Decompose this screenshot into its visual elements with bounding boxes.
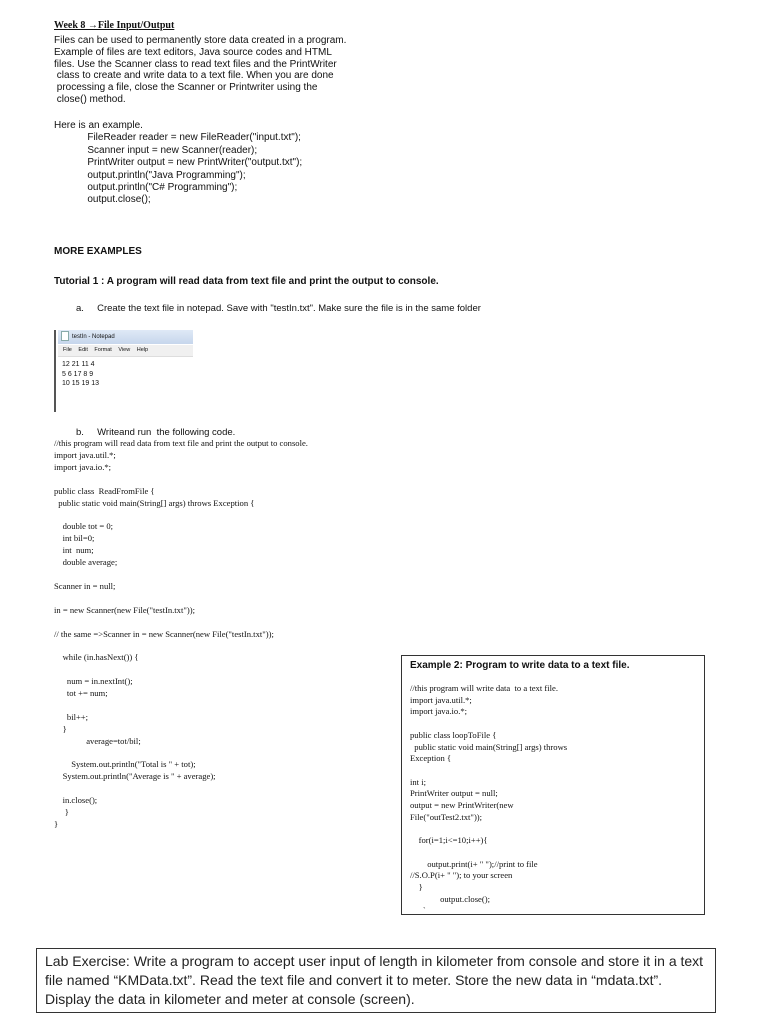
example-line: output.close();	[54, 194, 151, 206]
notepad-menu-view: View	[118, 347, 131, 353]
code-line: }	[54, 723, 67, 734]
code-line	[54, 509, 308, 521]
code-line: in.close();	[54, 795, 98, 806]
example-line: PrintWriter output = new PrintWriter("output.txt");	[54, 157, 303, 169]
notepad-titlebar	[58, 330, 193, 344]
notepad-icon	[61, 331, 69, 341]
code-line: tot += num;	[54, 688, 108, 699]
code-line: System.out.println("Total is " + tot);	[54, 759, 196, 770]
code-line	[54, 474, 308, 486]
notepad-screenshot	[54, 330, 193, 412]
code-line: import java.util.*;	[410, 694, 472, 705]
code-line: int i;	[410, 776, 426, 787]
code-line	[54, 593, 308, 605]
example-line: output.println("Java Programming");	[54, 169, 246, 181]
tutorial-title: Tutorial 1 : A program will read data from text file and print the output to console.	[54, 276, 439, 287]
intro-line: close() method.	[54, 93, 126, 105]
code-line: //S.O.P(i+ " "); to your screen	[410, 870, 513, 881]
code-line: output.close();	[410, 893, 490, 904]
code-line: import java.util.*;	[54, 449, 116, 460]
example-line: FileReader reader = new FileReader("input.txt");	[54, 132, 301, 144]
code-line: }	[54, 819, 59, 829]
step-b-text: b. Writeand run the following code.	[76, 427, 236, 438]
code-line	[54, 664, 308, 676]
example-line: Here is an example.	[54, 120, 143, 131]
lab-exercise-text: Lab Exercise: Write a program to accept user input of length in kilometer from console and store it in a text file named “KMData.txt”. Read the text file and convert it to meter. Store the new data in “mdata.txt”. Display the data in kilometer and meter at console (screen).	[45, 953, 704, 1007]
notepad-menu-format: Format	[94, 347, 112, 353]
example2-title: Example 2: Program to write data to a text file.	[410, 660, 630, 671]
code-line: num = in.nextInt();	[54, 676, 133, 687]
notepad-menu-help: Help	[136, 347, 149, 353]
code-line: int num;	[54, 545, 94, 556]
code-line: output = new PrintWriter(new	[410, 800, 514, 811]
code-line: for(i=1;i<=10;i++){	[410, 835, 488, 846]
more-examples-heading: MORE EXAMPLES	[54, 246, 142, 257]
code-line: average=tot/bil;	[54, 735, 141, 746]
intro-line: Files can be used to permanently store data created in a program.	[54, 35, 347, 46]
code-line: double tot = 0;	[54, 521, 114, 532]
code-line	[410, 847, 567, 859]
code-line: `	[410, 905, 426, 916]
example-block	[54, 120, 302, 207]
notepad-line: 5 6 17 8 9	[62, 370, 94, 378]
code-line: //this program will read data from text file and print the output to console.	[54, 438, 308, 448]
code-line: }	[54, 807, 69, 818]
intro-line: Example of files are text editors, Java source codes and HTML	[54, 46, 332, 58]
intro-line: class to create and write data to a text file. When you are done	[54, 70, 334, 82]
intro-paragraph	[54, 35, 346, 106]
notepad-menubar	[58, 345, 193, 357]
code-line: PrintWriter output = null;	[410, 788, 498, 799]
code-line	[54, 640, 308, 652]
example-line: output.println("C# Programming");	[54, 182, 238, 194]
step-a-text: a. Create the text file in notepad. Save with "testIn.txt". Make sure the file is in the same folder	[76, 303, 481, 314]
code-line: in = new Scanner(new File("testIn.txt"));	[54, 604, 195, 615]
code-line: }	[410, 881, 423, 892]
notepad-content	[62, 360, 99, 389]
code-line: public static void main(String[] args) throws	[410, 741, 568, 752]
code-line: System.out.println("Average is " + average);	[54, 771, 216, 782]
code-line: double average;	[54, 557, 118, 568]
code-line: public class ReadFromFile {	[54, 485, 155, 496]
code-line	[54, 617, 308, 629]
code-listing-read	[54, 438, 308, 831]
intro-line: processing a file, close the Scanner or Printwriter using the	[54, 82, 318, 94]
code-line: while (in.hasNext()) {	[54, 652, 139, 663]
code-line	[410, 765, 567, 777]
code-line: public static void main(String[] args) throws Exception {	[54, 497, 255, 508]
code-line: bil++;	[54, 711, 89, 722]
code-line: int bil=0;	[54, 533, 95, 544]
code-line	[54, 748, 308, 760]
code-line: File("outTest2.txt"));	[410, 811, 483, 822]
code-line	[54, 569, 308, 581]
code-line	[54, 700, 308, 712]
section-heading: Week 8 →File Input/Output	[54, 20, 175, 31]
code-line: //this program will write data to a text file.	[410, 683, 558, 693]
code-line	[54, 783, 308, 795]
notepad-menu-file: File	[63, 347, 72, 353]
code-line: // the same =>Scanner in = new Scanner(new File("testIn.txt"));	[54, 628, 274, 639]
example-line: Scanner input = new Scanner(reader);	[54, 144, 258, 156]
notepad-line: 10 15 19 13	[62, 380, 99, 387]
code-line: Exception {	[410, 753, 452, 764]
code-line: output.print(i+ " ");//print to file	[410, 858, 538, 869]
code-line: import java.io.*;	[410, 706, 468, 717]
code-line: Scanner in = null;	[54, 580, 116, 591]
notepad-line: 12 21 11 4	[62, 361, 95, 368]
code-listing-write	[410, 683, 567, 917]
notepad-title: testIn - Notepad	[72, 334, 115, 340]
code-line	[410, 823, 567, 835]
notepad-menu-edit: Edit	[78, 347, 88, 353]
code-line: import java.io.*;	[54, 461, 112, 472]
code-line: public class loopToFile {	[410, 729, 497, 740]
code-line	[410, 718, 567, 730]
intro-line: files. Use the Scanner class to read text files and the PrintWriter	[54, 58, 337, 70]
